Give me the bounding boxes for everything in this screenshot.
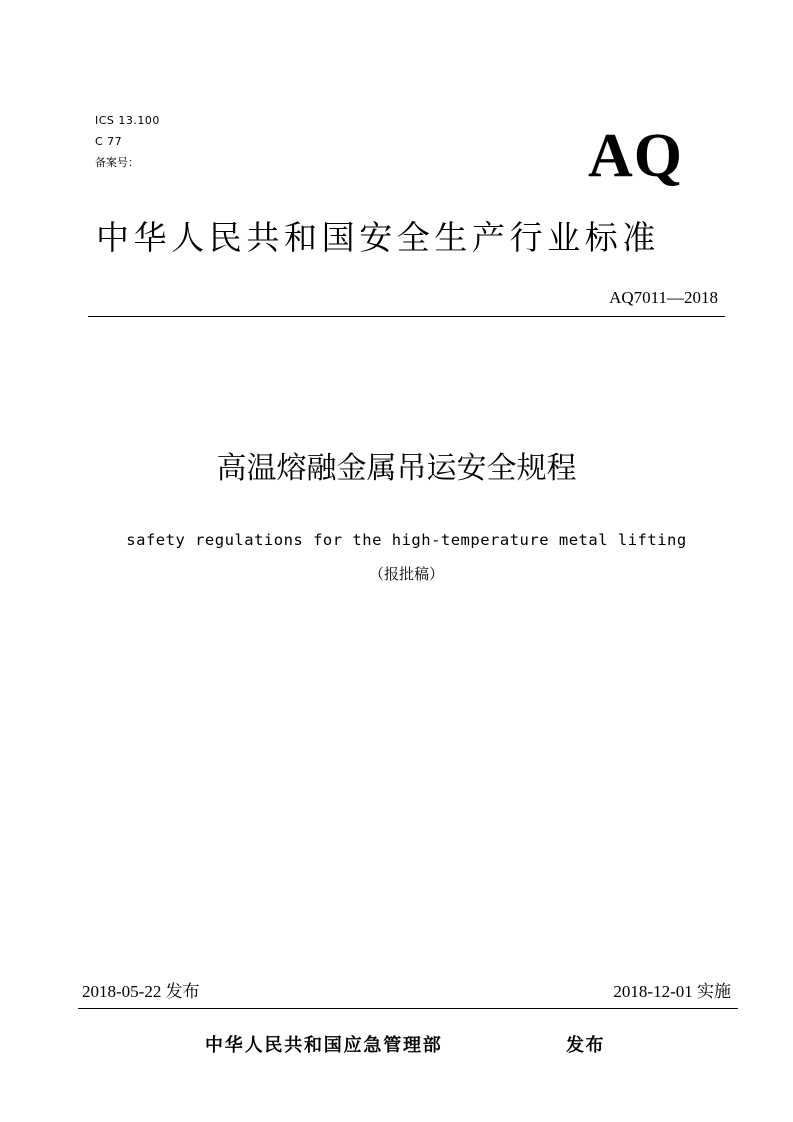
issue-date: 2018-05-22 发布 [82, 982, 200, 1001]
footer-divider [78, 1008, 738, 1009]
header-divider [88, 316, 725, 317]
standard-type-heading: 中华人民共和国安全生产行业标准 [96, 218, 660, 257]
aq-logo: AQ [588, 122, 683, 190]
standard-number: AQ7011—2018 [609, 288, 718, 307]
effective-date: 2018-12-01 实施 [613, 982, 731, 1001]
draft-status: （报批稿） [368, 565, 444, 583]
document-title-chinese: 高温熔融金属吊运安全规程 [216, 451, 577, 486]
filing-number-label: 备案号： [95, 156, 139, 169]
ccs-code: C 77 [95, 135, 123, 148]
ics-code: ICS 13.100 [95, 114, 160, 127]
document-title-english: safety regulations for the high-temperature metal lifting [126, 531, 687, 549]
issuing-authority: 中华人民共和国应急管理部 [205, 1035, 443, 1056]
issue-action: 发布 [566, 1035, 605, 1056]
